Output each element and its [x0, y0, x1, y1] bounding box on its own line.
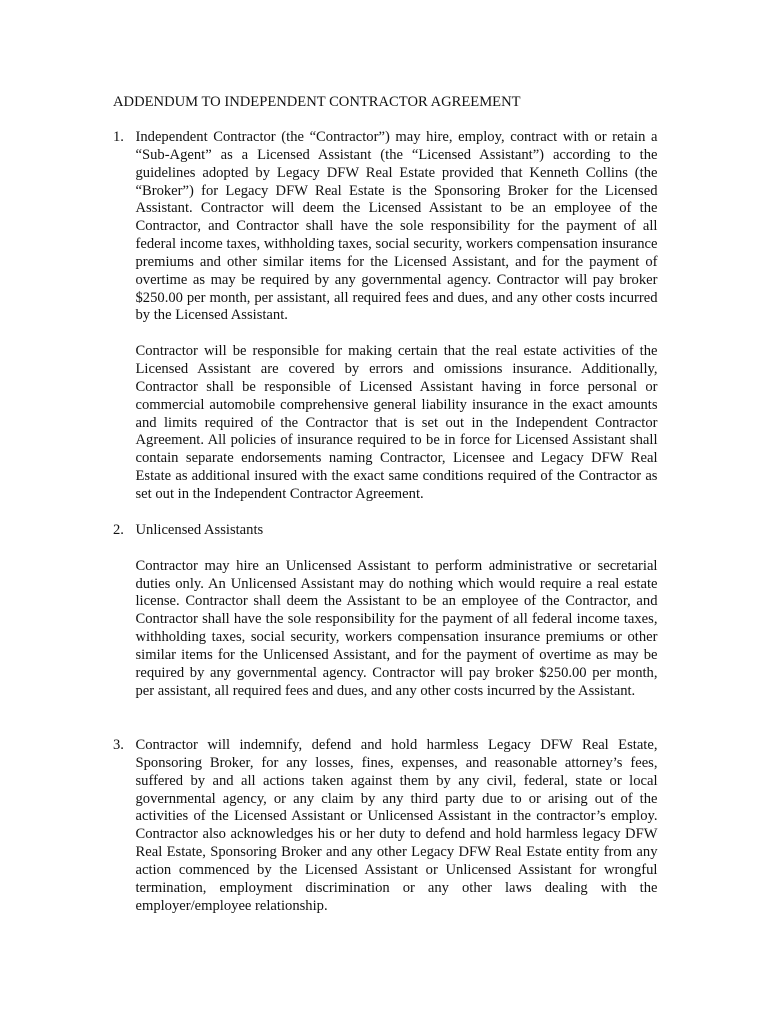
section-1-number: 1. — [113, 129, 124, 145]
section-1-paragraph-2: Contractor will be responsible for making certain that the real estate activities of the Licensed Assistant are covered by errors and omissions insurance. Additionally, Contractor shall be responsible of Licensed Assistant having in force personal or commercial automobile comprehensive general liability insurance in the exact amounts and limits required of the Contractor that is set out in the Independent Contractor Agreement. All policies of insurance required to be in force for Licensed Assistant shall contain separate endorsements naming Contractor, Licensee and Legacy DFW Real Estate as additional insured with the exact same conditions required of the Contractor as set out in the Independent Contractor Agreement. — [135, 343, 658, 502]
section-1 — [113, 129, 658, 504]
section-2-body — [136, 522, 658, 700]
section-3-paragraph-1: Contractor will indemnify, defend and hold harmless Legacy DFW Real Estate, Sponsoring Broker, for any losses, fines, expenses, and reasonable attorney’s fees, suffered by and all actions taken against them by any civil, federal, state or local governmental agency, or any claim by any third party due to or arising out of the activities of the Licensed Assistant or Unlicensed Assistant in the contractor’s employ. Contractor also acknowledges his or her duty to defend and hold harmless legacy DFW Real Estate, Sponsoring Broker and any other Legacy DFW Real Estate entity from any action commenced by the Licensed Assistant or Unlicensed Assistant for wrongful termination, employment discrimination or any other laws dealing with the employer/employee relationship. — [135, 737, 658, 914]
section-2-number: 2. — [113, 522, 124, 538]
section-3-number: 3. — [113, 737, 124, 753]
section-1-paragraph-1: Independent Contractor (the “Contractor”) may hire, employ, contract with or retain a “Sub-Agent” as a Licensed Assistant (the “Licensed Assistant”) according to the guidelines adopted by Legacy DFW Real Estate provided that Kenneth Collins (the “Broker”) for Legacy DFW Real Estate is the Sponsoring Broker for the Licensed Assistant. Contractor will deem the Licensed Assistant to be an employee of the Contractor, and Contractor shall have the sole responsibility for the payment of all federal income taxes, withholding taxes, social security, workers compensation insurance premiums and other similar items for the Licensed Assistant, and for the payment of overtime as may be required by any governmental agency. Contractor will pay broker $250.00 per month, per assistant, all required fees and dues, and any other costs incurred by the Licensed Assistant. — [135, 129, 658, 324]
section-2 — [113, 522, 658, 700]
section-2-heading: Unlicensed Assistants — [135, 522, 264, 538]
section-2-paragraph-1: Contractor may hire an Unlicensed Assistant to perform administrative or secretarial duties only. An Unlicensed Assistant may do nothing which would require a real estate license. Contractor shall deem the Assistant to be an employee of the Contractor, and Contractor shall have the sole responsibility for the payment of all federal income taxes, withholding taxes, social security, workers compensation insurance premiums or other similar items for the Unlicensed Assistant, and for the payment of overtime as may be required by any governmental agency. Contractor will pay broker $250.00 per month, per assistant, all required fees and dues, and any other costs incurred by the Assistant. — [135, 557, 658, 699]
section-3-body — [136, 737, 658, 915]
section-3 — [113, 737, 658, 915]
section-1-body — [136, 129, 658, 504]
document-title: ADDENDUM TO INDEPENDENT CONTRACTOR AGREEMENT — [113, 94, 521, 110]
